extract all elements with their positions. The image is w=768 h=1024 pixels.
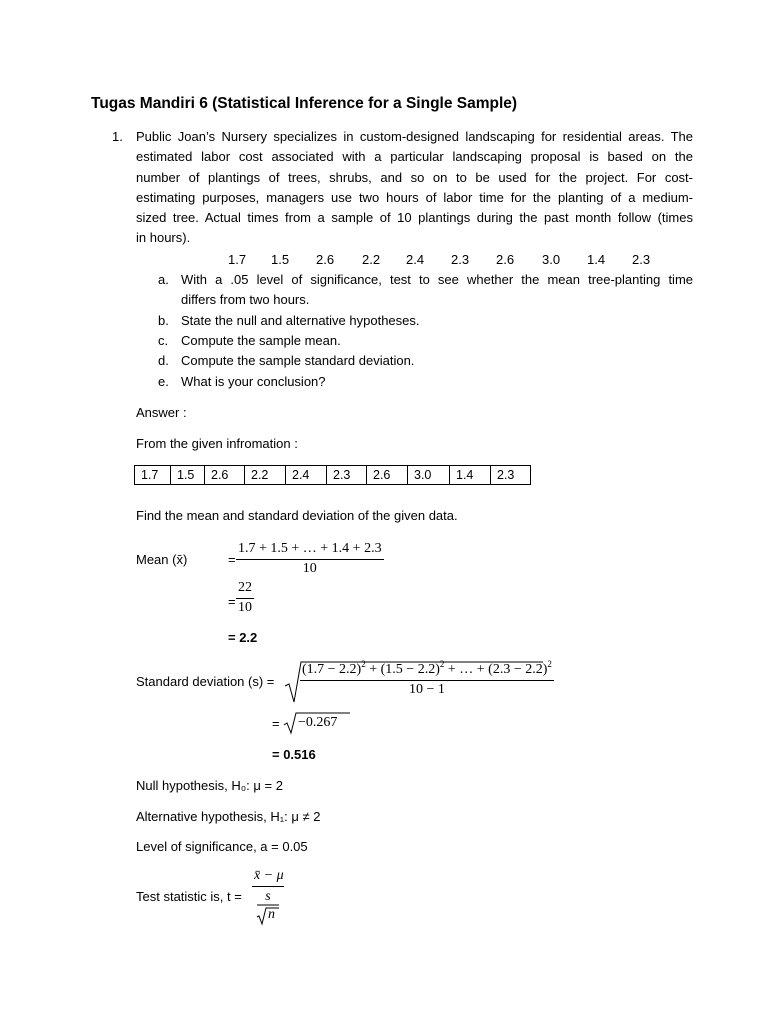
test-statistic-label: Test statistic is, t =	[136, 889, 242, 904]
data-value: 3.0	[542, 252, 561, 267]
data-table	[134, 465, 531, 485]
equals-sign: =	[228, 594, 236, 609]
table-cell: 2.6	[205, 466, 245, 485]
sd-denominator: 10 − 1	[408, 682, 445, 697]
sd-result: = 0.516	[272, 747, 316, 762]
sd-label: Standard deviation (s) =	[136, 674, 275, 689]
sd-fraction	[300, 659, 554, 698]
data-value: 1.5	[271, 252, 290, 267]
sd-numerator: $(1.7 - 2.2)^2 + (1.5 - 2.2)^2$ + … + $(2.3 - 2.2)^2$	[300, 662, 554, 681]
mean-simplified-fraction	[236, 580, 254, 616]
mean-numerator: 22	[236, 580, 254, 599]
sample-data-row	[0, 252, 768, 268]
paragraph-line: estimating purposes, managers use two hours of labor time for the planting of a medium-	[136, 189, 693, 205]
find-instruction: Find the mean and standard deviation of the given data.	[136, 508, 458, 523]
data-value: 1.4	[587, 252, 606, 267]
test-statistic-fraction	[252, 868, 284, 905]
table-cell: 2.3	[327, 466, 367, 485]
table-cell: 1.5	[171, 466, 205, 485]
equals-sign: =	[272, 716, 280, 731]
mean-denominator: 10	[238, 600, 252, 615]
table-cell: 1.7	[135, 466, 171, 485]
table-cell: 2.6	[367, 466, 408, 485]
data-value: 2.3	[632, 252, 651, 267]
table-cell: 3.0	[408, 466, 450, 485]
paragraph-line: in hours).	[136, 230, 191, 246]
table-cell: 1.4	[450, 466, 491, 485]
significance-level: Level of significance, a = 0.05	[136, 839, 308, 854]
mean-result: = 2.2	[228, 630, 258, 645]
ts-denominator-n: n	[268, 907, 275, 922]
mean-label: Mean (x̄)	[136, 552, 188, 567]
mean-denominator: 10	[302, 561, 317, 576]
document-title: Tugas Mandiri 6 (Statistical Inference for a Single Sample)	[91, 95, 518, 112]
paragraph-line: Public Joan’s Nursery specializes in custom-designed landscaping for residential areas. The	[136, 129, 693, 144]
paragraph-line: sized tree. Actual times from a sample of 10 plantings during the past month follow (times	[136, 210, 693, 226]
document-page: Tugas Mandiri 6 (Statistical Inference for a Single Sample) 1. Public Joan’s Nursery specializes in custom-designed landscaping for residential areas. The estimated labor cost associated with a particular landscaping proposal is based on the number of plantings of trees, shrubs, and so on to be used for the project. For cost- estimating purposes, managers use two hours of labor time for the planting of a medium- sized tree. Actual times from a sample of 10 plantings during the past month follow (times in hours). 1.7 1.5 2.6 2.2 2.4 2.3 2.6 3.0 1.4 2.3 a. With a .05 level of significance, test to see whether the mean tree-planting time differs from two hours. b. State the null and alternative hypotheses. c. Compute the sample mean. d. Compute the sample standard deviation. e. What is your conclusion? Answer : From the given infromation : 1.7 1.5 2.6 2.2 2.4 2.3 2.6 3.0 1.4 2.3 Find the mean and standard deviation of the given data. Mean (x̄) = $\frac{1.7 + 1.5 + \dots + 1.4 + 2.3}{10}$ = $\frac{22}{10}$ = 2.2 Standard deviation (s) = $\frac{(1.7 - 2.2)^2 + (1.5 - 2.2)^2 + \dots + (2.3 - 2.2)^2}{10 - 1}$ = −0.267 = 0.516 Null hypothesis, H₀: μ = 2 Alternative hypothesis, H₁: μ ≠ 2 Level of significance, a = 0.05 Test statistic is, t = $\frac{x̄ - \mu}{s}$ n	[0, 0, 768, 1024]
data-value: 2.4	[406, 252, 425, 267]
null-hypothesis: Null hypothesis, H₀: μ = 2	[136, 778, 283, 793]
alternative-hypothesis: Alternative hypothesis, H₁: μ ≠ 2	[136, 809, 321, 824]
ts-numerator: x̄ − μ	[252, 868, 284, 887]
data-value: 1.7	[228, 252, 247, 267]
data-value: 2.6	[496, 252, 515, 267]
table-row	[135, 466, 531, 485]
data-value: 2.2	[362, 252, 381, 267]
mean-fraction	[236, 541, 384, 577]
table-cell: 2.2	[245, 466, 286, 485]
ts-denominator-s: s	[265, 889, 271, 904]
question-number: 1.	[112, 129, 123, 144]
equals-sign: =	[228, 552, 236, 567]
table-cell: 2.3	[491, 466, 531, 485]
given-intro: From the given infromation :	[136, 436, 298, 451]
answer-heading: Answer :	[136, 405, 187, 420]
sd-intermediate: −0.267	[298, 715, 338, 730]
question-paragraph	[136, 127, 693, 249]
mean-numerator: 1.7 + 1.5 + … + 1.4 + 2.3	[236, 541, 384, 560]
paragraph-line: number of plantings of trees, shrubs, and so on to be used for the project. For cost-	[136, 169, 693, 185]
table-cell: 2.4	[286, 466, 327, 485]
data-value: 2.3	[451, 252, 470, 267]
data-value: 2.6	[316, 252, 335, 267]
paragraph-line: estimated labor cost associated with a particular landscaping proposal is based on the	[136, 149, 693, 165]
